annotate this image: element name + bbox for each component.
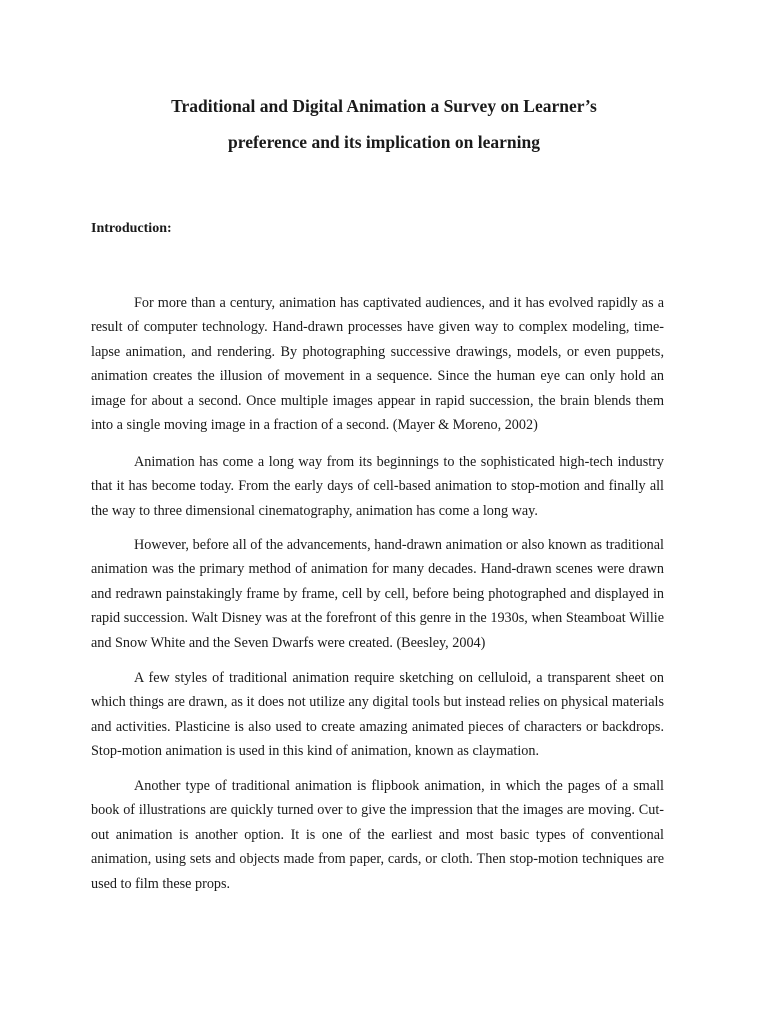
title-line-1: Traditional and Digital Animation a Survey on Learner’s xyxy=(171,96,597,116)
paragraph xyxy=(91,291,664,437)
paragraph-text: Another type of traditional animation is flipbook animation, in which the pages of a small book of illustrations are quickly turned over to give the impression that the images are moving. Cut-out animation is another option. It is one of the earliest and most basic types of conventional animation, using sets and objects made from paper, cards, or cloth. Then stop-motion techniques are used to film these props. xyxy=(91,778,664,892)
paragraph-text: Animation has come a long way from its beginnings to the sophisticated high-tech industry that it has become today. From the early days of cell-based animation to stop-motion and finally all the way to three dimensional cinematography, animation has come a long way. xyxy=(91,454,664,519)
paragraph-text: For more than a century, animation has captivated audiences, and it has evolved rapidly as a result of computer technology. Hand-drawn processes have given way to complex modeling, time-lapse animation, and rendering. By photographing successive drawings, models, or even puppets, animation creates the illusion of movement in a sequence. Since the human eye can only hold an image for about a second. Once multiple images appear in rapid succession, the brain blends them into a single moving image in a fraction of a second. (Mayer & Moreno, 2002) xyxy=(91,295,664,434)
paragraph xyxy=(91,666,664,764)
paragraph-text: However, before all of the advancements, hand-drawn animation or also known as traditional animation was the primary method of animation for many decades. Hand-drawn scenes were drawn and redrawn painstakingly frame by frame, cell by cell, before being photographed and displayed in rapid succession. Walt Disney was at the forefront of this genre in the 1930s, when Steamboat Willie and Snow White and the Seven Dwarfs were created. (Beesley, 2004) xyxy=(91,537,664,651)
paragraph-text: A few styles of traditional animation require sketching on celluloid, a transparent sheet on which things are drawn, as it does not utilize any digital tools but instead relies on physical materials and activities. Plasticine is also used to create amazing animated pieces of characters or backdrops. Stop-motion animation is used in this kind of animation, known as claymation. xyxy=(91,670,664,760)
paragraph xyxy=(91,774,664,896)
paragraph xyxy=(91,533,664,655)
section-heading: Introduction: xyxy=(91,221,172,236)
title-line-2: preference and its implication on learning xyxy=(228,132,540,152)
paragraph xyxy=(91,450,664,523)
